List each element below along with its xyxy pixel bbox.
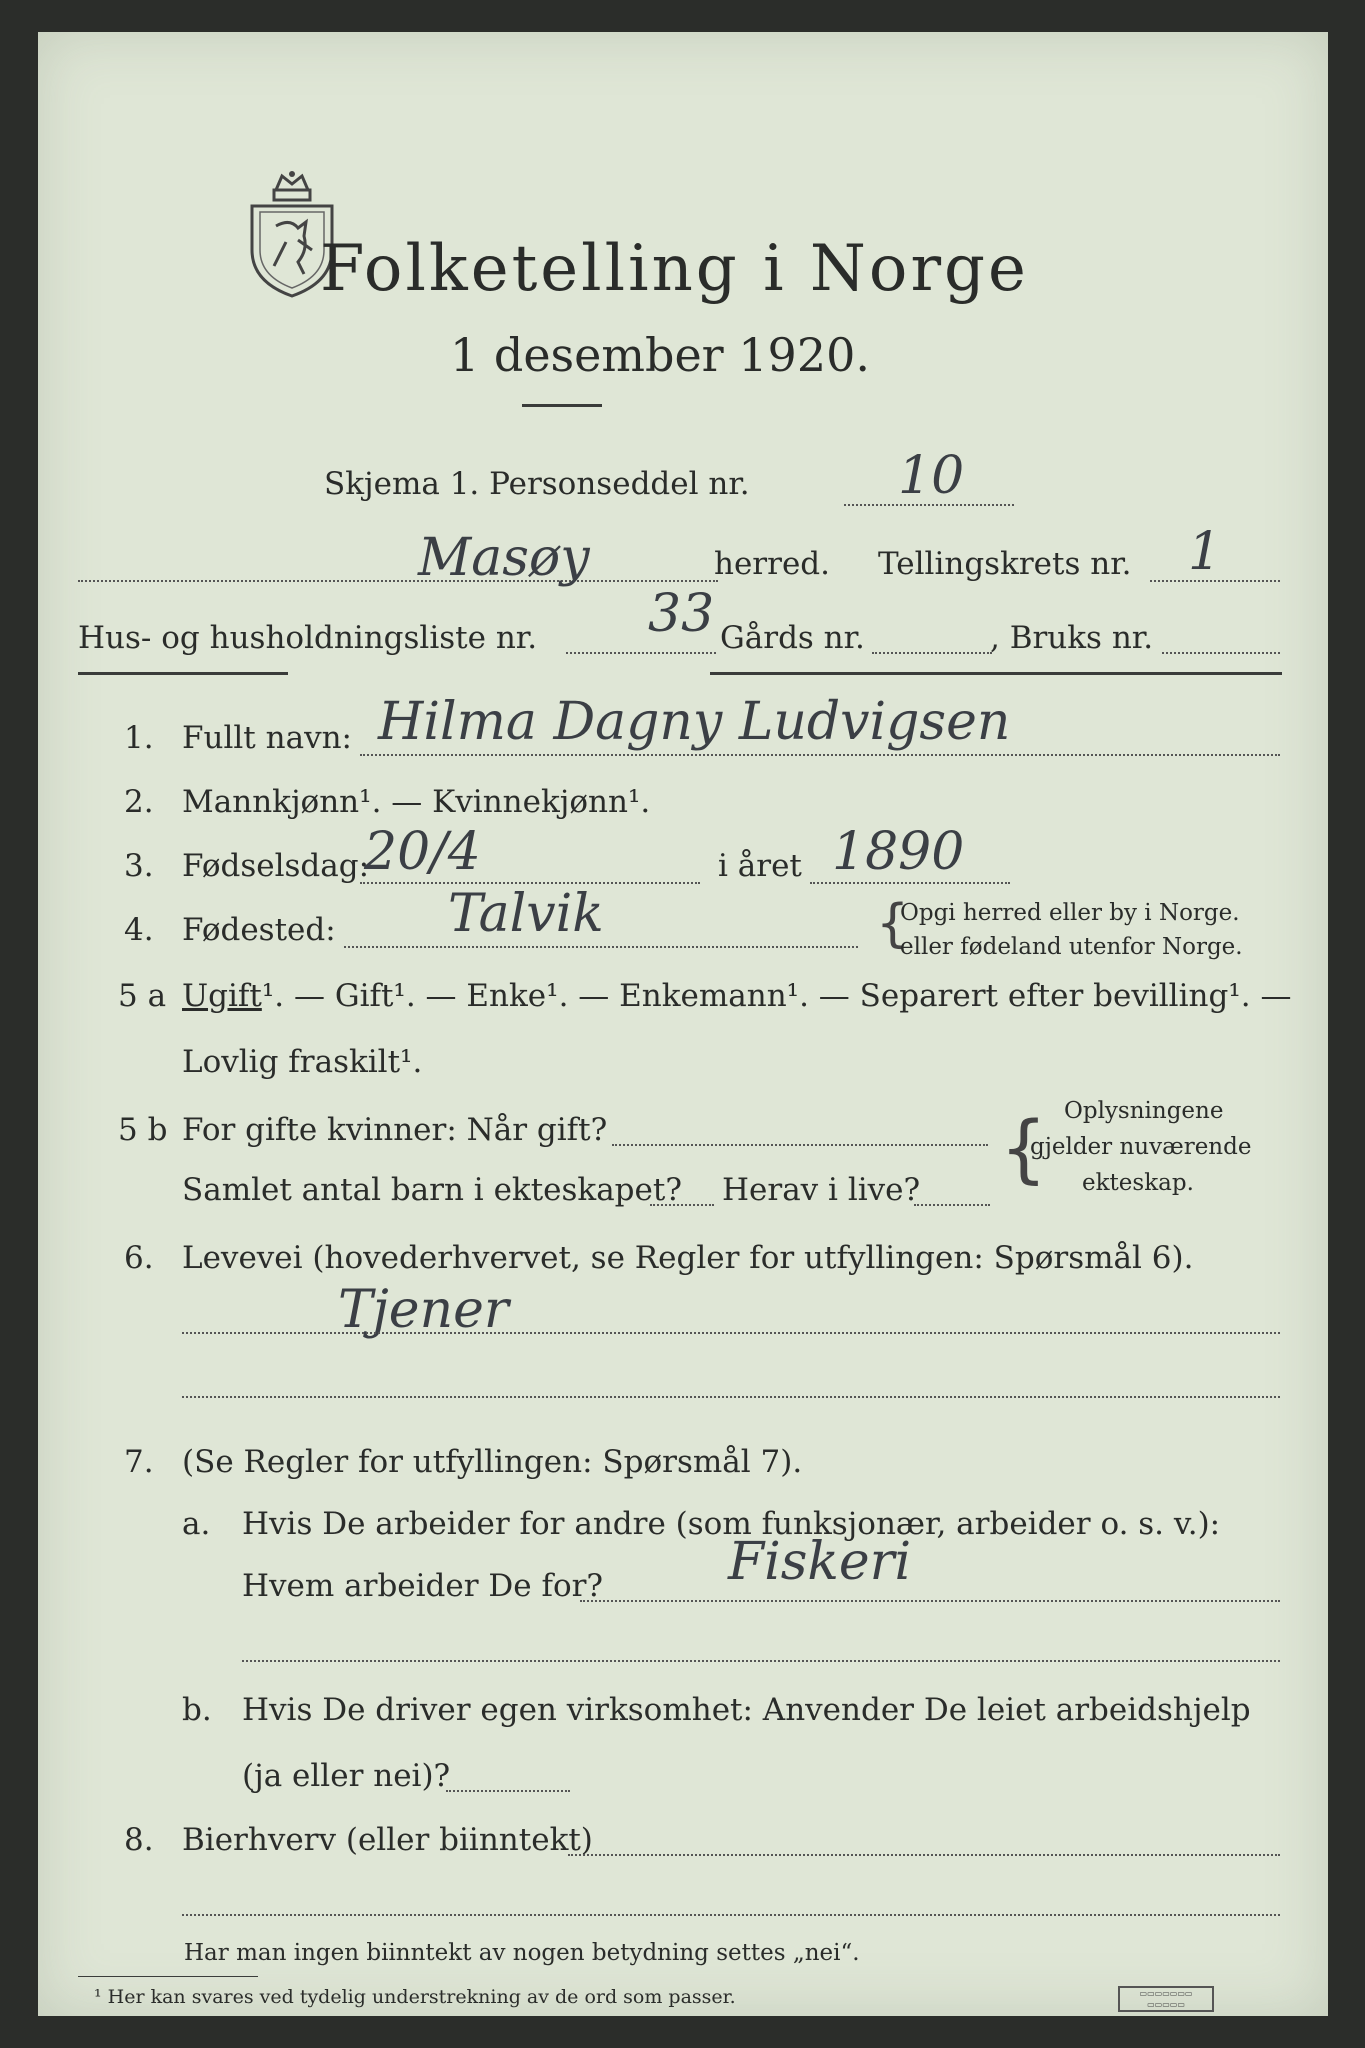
form-title: Folketelling i Norge (320, 232, 1029, 306)
title-divider (522, 404, 602, 407)
herred-value: Masøy (418, 528, 590, 588)
q5a-number: 5 a (118, 978, 167, 1014)
q3-value: 20/4 (364, 822, 481, 882)
q5a-line-2: Lovlig fraskilt¹. (182, 1044, 423, 1080)
q7-number: 7. (124, 1444, 154, 1480)
q4-label: Fødested: (182, 912, 336, 948)
q7a-label: Hvis De arbeider for andre (som funksjonær, arbeider o. s. v.): (242, 1506, 1221, 1542)
q7-label: (Se Regler for utfyllingen: Spørsmål 7). (182, 1444, 803, 1480)
krets-label: Tellingskrets nr. (878, 546, 1132, 582)
gards-label: Gårds nr. (720, 620, 865, 656)
q5b-children-line (650, 1204, 714, 1206)
q6-value: Tjener (338, 1280, 509, 1340)
q5a-ugift: Ugift (182, 978, 262, 1014)
q5b-note-3: ekteskap. (1082, 1170, 1194, 1196)
q5a-options (182, 978, 1291, 1014)
printer-stamp: ▭▭▭▭▭▭▭ ▭▭▭▭▭ (1118, 1986, 1214, 2012)
q8-number: 8. (124, 1822, 154, 1858)
q7a-number: a. (182, 1506, 211, 1542)
q7b-number: b. (182, 1692, 212, 1728)
q4-brace: { (876, 894, 910, 954)
q5b-line (612, 1144, 988, 1146)
q4-number: 4. (124, 912, 154, 948)
gards-line (872, 652, 992, 654)
q6-label: Levevei (hovederhvervet, se Regler for utfyllingen: Spørsmål 6). (182, 1240, 1194, 1276)
q1-line (360, 754, 1280, 756)
q5b-label: For gifte kvinner: Når gift? (182, 1112, 608, 1148)
q6-line-1 (182, 1332, 1280, 1334)
q5b-alive-label: Herav i live? (722, 1172, 921, 1208)
q5b-label-2: Samlet antal barn i ekteskapet? (182, 1172, 682, 1208)
household-value: 33 (648, 584, 715, 644)
q5b-alive-line (914, 1204, 990, 1206)
q3-year-value: 1890 (832, 822, 965, 882)
q7a-line (580, 1600, 1280, 1602)
census-form (38, 32, 1328, 2016)
q5b-number: 5 b (118, 1112, 168, 1148)
q4-line (344, 946, 858, 948)
schema-label: Skjema 1. Personseddel nr. (324, 466, 750, 502)
q3-year-line (810, 882, 1010, 884)
q3-label: Fødselsdag: (182, 848, 370, 884)
household-line (566, 652, 716, 654)
footnote: ¹ Her kan svares ved tydelig understrekning av de ord som passer. (94, 1986, 736, 2008)
q5b-brace: { (1000, 1106, 1048, 1192)
q5b-note-2: gjelder nuværende (1030, 1134, 1252, 1160)
herred-label: herred. (714, 546, 830, 582)
q1-label: Fullt navn: (182, 720, 352, 756)
q4-note-2: eller fødeland utenfor Norge. (900, 934, 1243, 960)
q7a-label-2: Hvem arbeider De for? (242, 1568, 604, 1604)
q7b-label: Hvis De driver egen virksomhet: Anvender De leiet arbeidshjelp (242, 1692, 1251, 1728)
q3-year-label: i året (718, 848, 802, 884)
q1-value: Hilma Dagny Ludvigsen (378, 692, 1011, 752)
section-rule-left (78, 672, 288, 675)
footnote-rule (78, 1976, 258, 1977)
q8-label: Bierhverv (eller biinntekt) (182, 1822, 593, 1858)
q7b-label-2: (ja eller nei)? (242, 1758, 451, 1794)
q7b-line (446, 1790, 570, 1792)
q3-number: 3. (124, 848, 154, 884)
form-date: 1 desember 1920. (450, 328, 870, 382)
q4-value: Talvik (448, 884, 604, 944)
q1-number: 1. (124, 720, 154, 756)
q7a-line-2 (242, 1660, 1280, 1662)
q5b-note-1: Oplysningene (1064, 1098, 1224, 1124)
krets-value: 1 (1188, 522, 1222, 582)
q8-line (568, 1854, 1280, 1856)
q4-note-1: Opgi herred eller by i Norge. (900, 900, 1240, 926)
q7a-value: Fiskeri (728, 1532, 912, 1592)
q8-line-2 (182, 1914, 1280, 1916)
herred-line (78, 580, 718, 582)
q5a-rest: ¹. — Gift¹. — Enke¹. — Enkemann¹. — Separert efter bevilling¹. — (261, 978, 1292, 1014)
q2-label: Mannkjønn¹. — Kvinnekjønn¹. (182, 784, 651, 820)
section-rule-right (710, 672, 1282, 675)
note-text: Har man ingen biinntekt av nogen betydning settes „nei“. (184, 1940, 860, 1966)
q2-number: 2. (124, 784, 154, 820)
schema-value: 10 (898, 446, 965, 506)
household-label: Hus- og husholdningsliste nr. (78, 620, 538, 656)
q6-line-2 (182, 1396, 1280, 1398)
bruks-line (1162, 652, 1280, 654)
q6-number: 6. (124, 1240, 154, 1276)
bruks-label: , Bruks nr. (990, 620, 1154, 656)
